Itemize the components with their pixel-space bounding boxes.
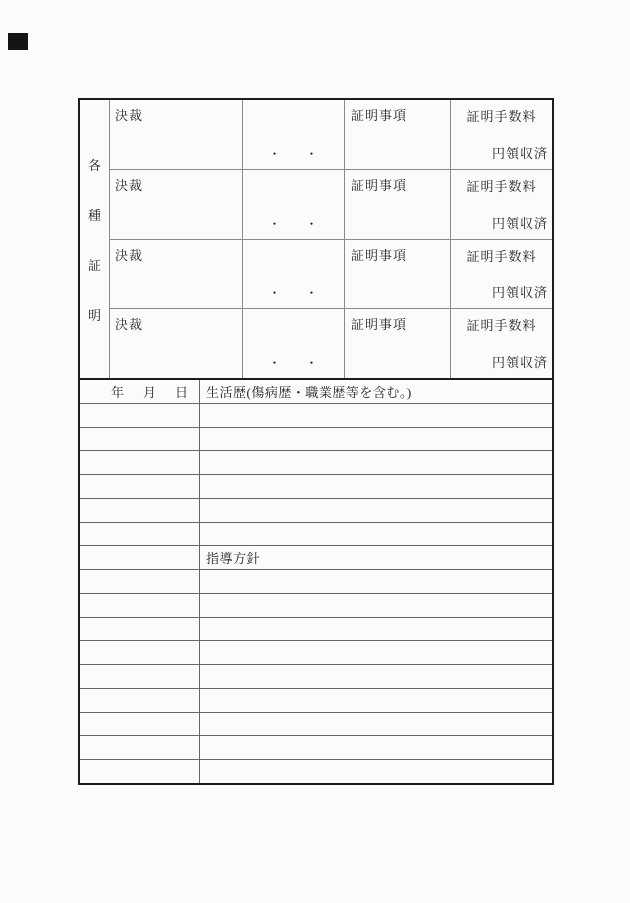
guidance-policy-row [80,546,552,570]
date-entry-cell [80,523,200,546]
date-dot: ・ [305,356,319,370]
history-entry-cell [200,665,552,688]
certificate-row-4 [110,309,552,378]
fee-paid-label: 円領収済 [491,215,548,231]
history-entry-cell [200,475,552,498]
date-entry-cell [80,451,200,474]
certified-items-cell [345,240,451,309]
history-entry-cell [200,523,552,546]
date-entry-cell [80,641,200,664]
approval-label: 決裁 [115,177,144,193]
date-dot: ・ [305,286,319,301]
guidance-policy-label: 指導方針 [206,551,261,567]
date-entry-cell [80,475,200,498]
certified-items-cell [345,170,451,239]
approval-label: 決裁 [115,317,144,333]
date-entry-cell [80,618,200,641]
certified-items-label: 証明事項 [351,317,408,333]
history-empty-row [80,760,552,783]
history-empty-row [80,475,552,499]
history-entry-cell [200,499,552,522]
fee-paid-label: 円領収済 [491,285,548,301]
history-entry-cell [200,428,552,451]
history-entry-cell [200,570,552,593]
certificate-row-2 [110,170,552,240]
history-entry-cell [200,404,552,427]
date-dot: ・ [268,216,282,231]
scan-corner-mark [8,33,28,50]
life-history-header: 生活歴(傷病歴・職業歴等を含む。) [206,384,412,400]
date-cell [243,170,345,239]
history-entry-cell [200,736,552,759]
date-entry-cell [80,665,200,688]
fee-cell [451,240,552,309]
certified-items-cell [345,100,451,169]
date-entry-cell [80,499,200,522]
date-entry-cell [80,570,200,593]
side-label-char: 各 [87,157,101,173]
approval-cell [110,100,243,169]
history-empty-row [80,689,552,713]
history-empty-row [80,570,552,594]
fee-cell [451,170,552,239]
date-entry-cell [80,736,200,759]
certified-items-label: 証明事項 [351,247,408,263]
history-empty-row [80,499,552,523]
history-entry-cell [200,618,552,641]
certificate-row-3 [110,240,552,310]
fee-label: 証明手数料 [466,318,537,334]
history-entry-cell [200,641,552,664]
history-empty-row [80,618,552,642]
approval-label: 決裁 [115,108,144,123]
date-cell [243,240,345,309]
date-dot: ・ [305,216,319,231]
history-empty-row [80,713,552,737]
date-dot: ・ [268,146,282,161]
certified-items-label: 証明事項 [351,177,408,193]
date-entry-cell [80,594,200,617]
certificate-rows [110,100,552,378]
certified-items-label: 証明事項 [351,108,408,123]
history-entry-cell [200,689,552,712]
approval-label: 決裁 [115,247,144,263]
date-entry-cell [80,428,200,451]
date-entry-cell [80,546,200,569]
history-empty-row [80,641,552,665]
fee-paid-label: 円領収済 [491,355,548,370]
history-empty-row [80,428,552,452]
side-label-char: 証 [87,257,101,273]
certificate-row-1 [110,100,552,170]
certificate-form-table [78,98,554,785]
certificates-section [80,100,552,378]
history-empty-row [80,736,552,760]
fee-label: 証明手数料 [466,248,537,264]
history-entry-cell [200,594,552,617]
side-label-char: 明 [87,307,101,323]
month-label: 月 [142,384,156,400]
date-cell [243,309,345,378]
approval-cell [110,240,243,309]
certified-items-cell [345,309,451,378]
day-label: 日 [174,384,188,400]
history-entry-cell [200,451,552,474]
approval-cell [110,170,243,239]
date-entry-cell [80,404,200,427]
date-cell [243,100,345,169]
history-empty-row [80,404,552,428]
fee-cell [451,309,552,378]
side-label-char: 種 [87,207,101,223]
fee-cell [451,100,552,169]
life-history-section [80,378,552,783]
history-entry-cell [200,713,552,736]
date-entry-cell [80,689,200,712]
history-empty-row [80,594,552,618]
history-empty-row [80,451,552,475]
history-entry-cell [200,760,552,783]
date-header-cell [80,380,200,403]
date-dot: ・ [268,356,282,370]
date-entry-cell [80,713,200,736]
date-dot: ・ [268,286,282,301]
fee-label: 証明手数料 [466,178,537,194]
year-label: 年 [111,384,125,400]
history-empty-row [80,523,552,547]
certificates-side-label [80,100,110,378]
date-dot: ・ [305,146,319,161]
date-entry-cell [80,760,200,783]
approval-cell [110,309,243,378]
fee-label: 証明手数料 [466,109,537,124]
history-header-row [80,380,552,404]
fee-paid-label: 円領収済 [491,145,548,161]
history-empty-row [80,665,552,689]
